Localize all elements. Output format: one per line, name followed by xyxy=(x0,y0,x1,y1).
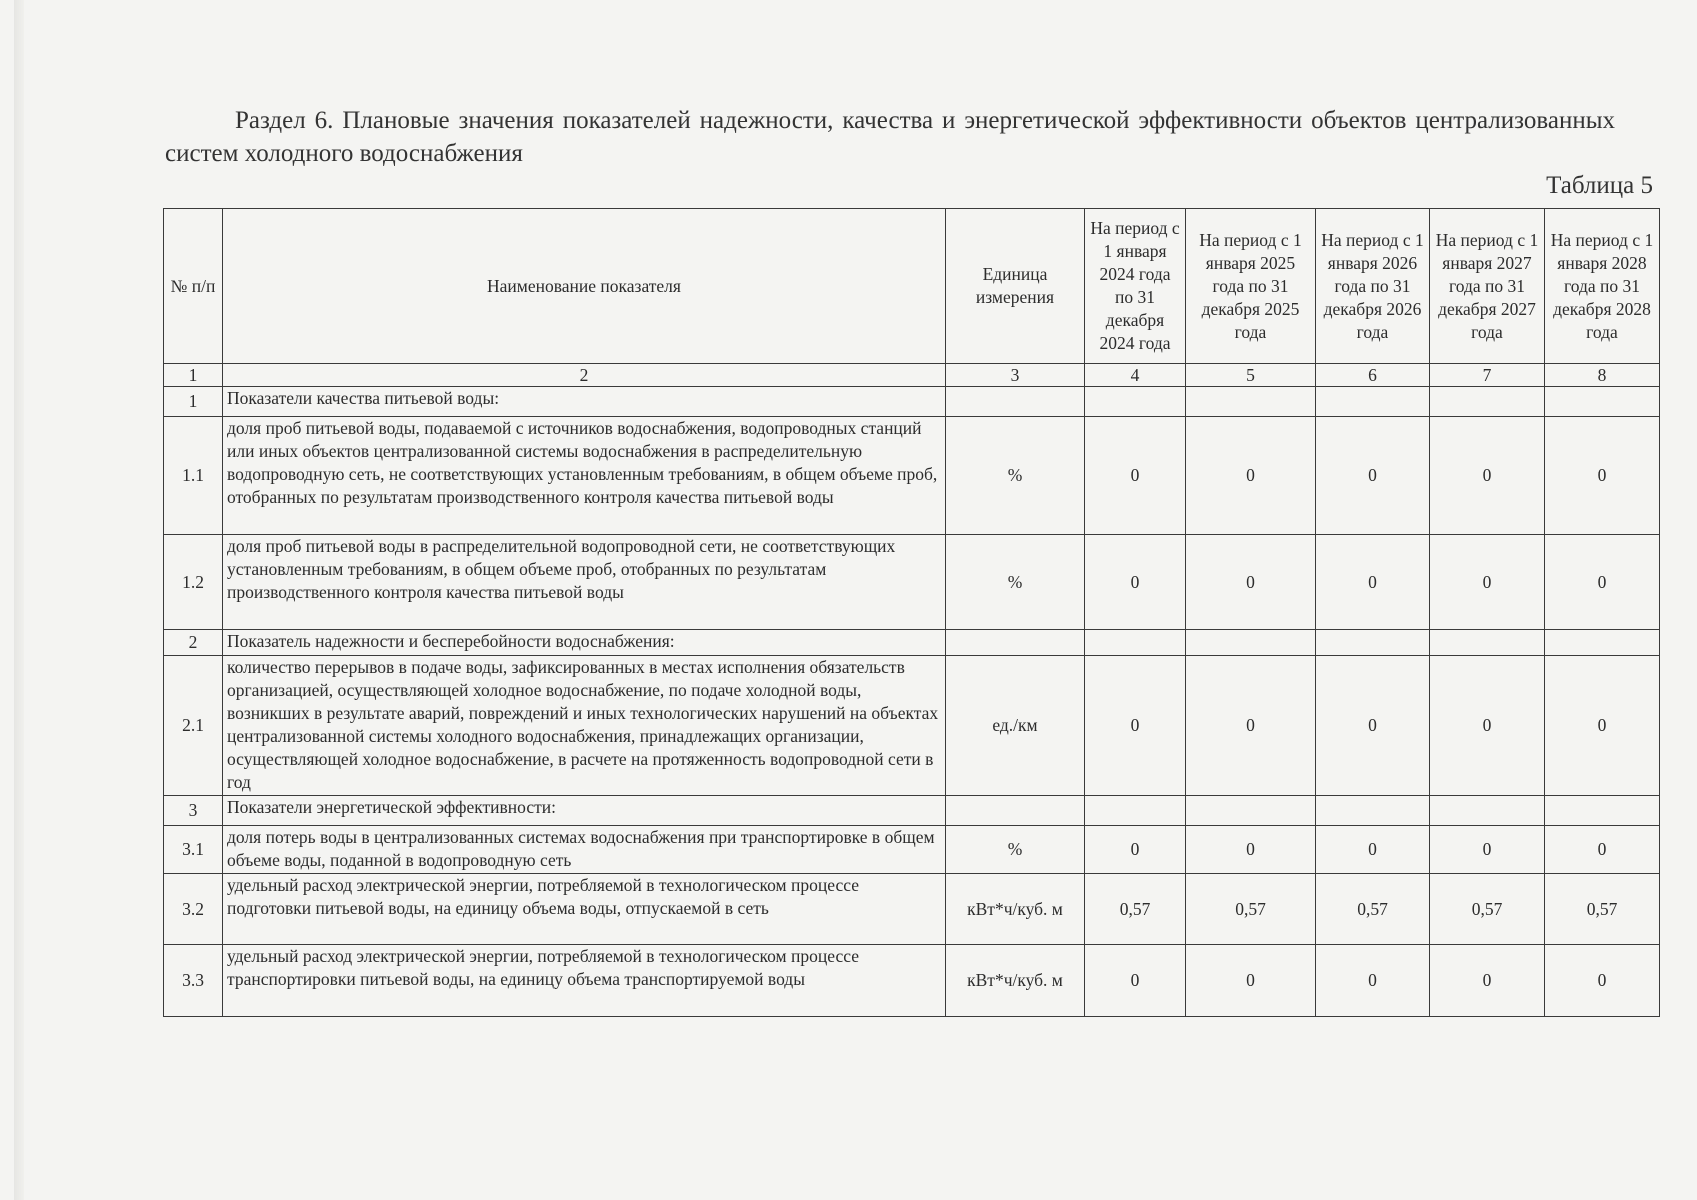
section-heading: Раздел 6. Плановые значения показателей надежности, качества и энергетической эффективности объектов централизованных систем холодного водоснабжения xyxy=(165,107,1615,167)
value-cell: 0 xyxy=(1316,417,1430,535)
value-cell: 0 xyxy=(1316,826,1430,874)
header-num: № п/п xyxy=(164,209,223,364)
header-period-2025: На период с 1 января 2025 года по 31 декабря 2025 года xyxy=(1186,209,1316,364)
column-index: 4 xyxy=(1085,364,1186,387)
column-index: 8 xyxy=(1545,364,1660,387)
table-row xyxy=(164,826,1660,874)
value-cell: 0 xyxy=(1430,826,1545,874)
value-cell: 0 xyxy=(1430,417,1545,535)
column-index: 2 xyxy=(223,364,946,387)
header-period-2024: На период с 1 января 2024 года по 31 декабря 2024 года xyxy=(1085,209,1186,364)
unit-cell: % xyxy=(946,535,1085,630)
unit-cell: % xyxy=(946,826,1085,874)
row-number: 3 xyxy=(164,796,223,826)
scan-edge xyxy=(14,0,24,1200)
value-cell: 0 xyxy=(1085,417,1186,535)
row-number: 2.1 xyxy=(164,656,223,796)
row-number: 1.1 xyxy=(164,417,223,535)
header-name: Наименование показателя xyxy=(223,209,946,364)
indicator-name: количество перерывов в подаче воды, зафиксированных в местах исполнения обязательств организацией, осуществляющей холодное водоснабжение, по подаче холодной воды, возникших в результате аварий, повреждений и иных технологических нарушений на объектах централизованной системы холодного водоснабжения, принадлежащих организации, осуществляющей холодное водоснабжение, в расчете на протяженность водопроводной сети в год xyxy=(223,656,946,796)
unit-cell xyxy=(946,796,1085,826)
column-index: 5 xyxy=(1186,364,1316,387)
value-cell xyxy=(1430,630,1545,656)
value-cell: 0,57 xyxy=(1085,874,1186,945)
table-row xyxy=(164,417,1660,535)
value-cell: 0 xyxy=(1545,826,1660,874)
value-cell: 0 xyxy=(1430,535,1545,630)
value-cell xyxy=(1316,387,1430,417)
value-cell: 0 xyxy=(1085,656,1186,796)
value-cell: 0,57 xyxy=(1430,874,1545,945)
value-cell xyxy=(1545,796,1660,826)
value-cell xyxy=(1430,387,1545,417)
value-cell xyxy=(1085,387,1186,417)
unit-cell xyxy=(946,387,1085,417)
indicator-name: Показатели качества питьевой воды: xyxy=(223,387,946,417)
unit-cell: % xyxy=(946,417,1085,535)
value-cell xyxy=(1316,630,1430,656)
value-cell: 0 xyxy=(1186,945,1316,1017)
indicator-name: доля проб питьевой воды, подаваемой с источников водоснабжения, водопроводных станций или иных объектов централизованной системы водоснабжения в распределительную водопроводную сеть, не соответствующих установленным требованиям, в общем объеме проб, отобранных по результатам производственного контроля качества питьевой воды xyxy=(223,417,946,535)
indicator-name: Показатели энергетической эффективности: xyxy=(223,796,946,826)
value-cell xyxy=(1186,387,1316,417)
value-cell: 0 xyxy=(1186,417,1316,535)
column-index: 6 xyxy=(1316,364,1430,387)
value-cell xyxy=(1545,630,1660,656)
header-period-2027: На период с 1 января 2027 года по 31 декабря 2027 года xyxy=(1430,209,1545,364)
value-cell: 0 xyxy=(1316,945,1430,1017)
value-cell: 0 xyxy=(1316,535,1430,630)
value-cell: 0 xyxy=(1085,535,1186,630)
value-cell: 0 xyxy=(1186,535,1316,630)
value-cell: 0 xyxy=(1545,417,1660,535)
indicator-name: доля проб питьевой воды в распределительной водопроводной сети, не соответствующих установленным требованиям, в общем объеме проб, отобранных по результатам производственного контроля качества питьевой воды xyxy=(223,535,946,630)
value-cell xyxy=(1316,796,1430,826)
value-cell xyxy=(1186,630,1316,656)
header-period-2026: На период с 1 января 2026 года по 31 декабря 2026 года xyxy=(1316,209,1430,364)
column-index-row xyxy=(164,364,1660,387)
table-row xyxy=(164,535,1660,630)
row-number: 1 xyxy=(164,387,223,417)
table-row xyxy=(164,656,1660,796)
row-number: 3.1 xyxy=(164,826,223,874)
column-index: 7 xyxy=(1430,364,1545,387)
unit-cell: кВт*ч/куб. м xyxy=(946,874,1085,945)
column-index: 1 xyxy=(164,364,223,387)
value-cell: 0 xyxy=(1545,656,1660,796)
row-number: 3.2 xyxy=(164,874,223,945)
value-cell: 0 xyxy=(1186,826,1316,874)
value-cell xyxy=(1085,796,1186,826)
value-cell: 0 xyxy=(1430,945,1545,1017)
indicator-name: доля потерь воды в централизованных системах водоснабжения при транспортировке в общем объеме воды, поданной в водопроводную сеть xyxy=(223,826,946,874)
value-cell: 0 xyxy=(1316,656,1430,796)
indicator-name: удельный расход электрической энергии, потребляемой в технологическом процессе транспортировки питьевой воды, на единицу объема транспортируемой воды xyxy=(223,945,946,1017)
header-unit: Единица измерения xyxy=(946,209,1085,364)
value-cell: 0,57 xyxy=(1186,874,1316,945)
table-caption: Таблица 5 xyxy=(1546,172,1653,199)
indicator-name: Показатель надежности и бесперебойности водоснабжения: xyxy=(223,630,946,656)
unit-cell: кВт*ч/куб. м xyxy=(946,945,1085,1017)
header-period-2028: На период с 1 января 2028 года по 31 декабря 2028 года xyxy=(1545,209,1660,364)
value-cell xyxy=(1186,796,1316,826)
value-cell: 0 xyxy=(1430,656,1545,796)
row-number: 2 xyxy=(164,630,223,656)
column-index: 3 xyxy=(946,364,1085,387)
indicators-table xyxy=(163,208,1660,1017)
value-cell xyxy=(1430,796,1545,826)
value-cell: 0 xyxy=(1085,945,1186,1017)
table-row xyxy=(164,387,1660,417)
value-cell: 0 xyxy=(1545,945,1660,1017)
value-cell xyxy=(1085,630,1186,656)
value-cell: 0,57 xyxy=(1545,874,1660,945)
row-number: 3.3 xyxy=(164,945,223,1017)
value-cell xyxy=(1545,387,1660,417)
table-row xyxy=(164,945,1660,1017)
value-cell: 0 xyxy=(1085,826,1186,874)
value-cell: 0,57 xyxy=(1316,874,1430,945)
table-row xyxy=(164,796,1660,826)
header-row xyxy=(164,209,1660,364)
unit-cell: ед./км xyxy=(946,656,1085,796)
table-row xyxy=(164,630,1660,656)
unit-cell xyxy=(946,630,1085,656)
value-cell: 0 xyxy=(1186,656,1316,796)
value-cell: 0 xyxy=(1545,535,1660,630)
indicator-name: удельный расход электрической энергии, потребляемой в технологическом процессе подготовки питьевой воды, на единицу объема воды, отпускаемой в сеть xyxy=(223,874,946,945)
row-number: 1.2 xyxy=(164,535,223,630)
table-row xyxy=(164,874,1660,945)
